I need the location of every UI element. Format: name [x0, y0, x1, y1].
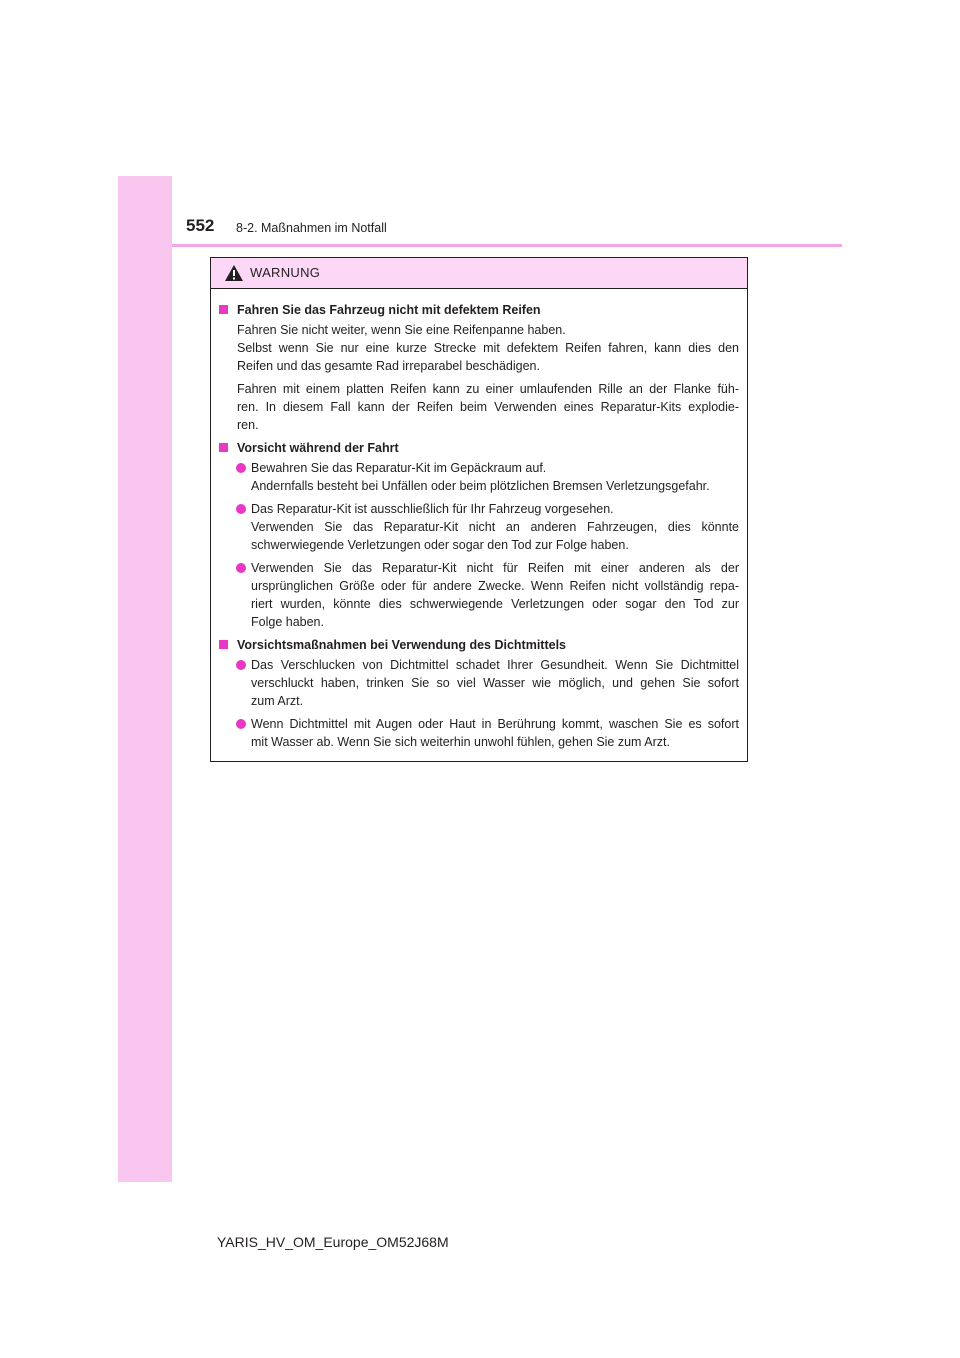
bullet-item: [219, 559, 739, 631]
text-line: zum Arzt.: [251, 694, 304, 708]
round-bullet-icon: [236, 719, 246, 729]
bullet-item: [219, 656, 739, 710]
text-line: riert wurden, könnte dies schwerwiegende Verletzungen oder sogar den Tod zur: [251, 597, 739, 611]
round-bullet-icon: [236, 660, 246, 670]
section-heading-text: Vorsicht während der Fahrt: [237, 441, 399, 455]
text-line: Bewahren Sie das Reparatur-Kit im Gepäckraum auf.: [251, 461, 547, 475]
text-line: mit Wasser ab. Wenn Sie sich weiterhin unwohl fühlen, gehen Sie zum Arzt.: [251, 735, 670, 749]
text-line: Andernfalls besteht bei Unfällen oder beim plötzlichen Bremsen Verletzungsgefahr.: [251, 479, 710, 493]
round-bullet-icon: [236, 563, 246, 573]
section-heading-text: Vorsichtsmaßnahmen bei Verwendung des Dichtmittels: [237, 638, 567, 652]
warning-triangle-icon: [224, 264, 244, 282]
bullet-item: [219, 715, 739, 751]
section-heading: [219, 636, 739, 654]
text-line: verschluckt haben, trinken Sie so viel Wasser wie möglich, und gehen Sie sofort: [251, 676, 739, 690]
text-line: schwerwiegende Verletzungen oder sogar den Tod zur Folge haben.: [251, 538, 629, 552]
round-bullet-icon: [236, 463, 246, 473]
section-heading: [219, 301, 739, 319]
text-line: Wenn Dichtmittel mit Augen oder Haut in Berührung kommt, waschen Sie es sofort: [251, 717, 739, 731]
bullet-item: [219, 500, 739, 554]
page-number: 552: [186, 216, 215, 235]
text-line: Fahren mit einem platten Reifen kann zu einer umlaufenden Rille an der Flanke füh-: [237, 382, 739, 396]
text-line: Das Reparatur-Kit ist ausschließlich für Ihr Fahrzeug vorgesehen.: [251, 502, 614, 516]
paragraph: [219, 321, 739, 375]
text-line: Selbst wenn Sie nur eine kurze Strecke mit defektem Reifen fahren, kann dies den: [237, 341, 739, 355]
warning-box: [210, 257, 748, 762]
text-line: ren. In diesem Fall kann der Reifen beim Verwenden eines Reparatur-Kits explodie-: [237, 400, 739, 414]
side-color-band: [118, 176, 172, 1182]
square-bullet-icon: [219, 443, 228, 452]
text-line: Reifen und das gesamte Rad irreparabel beschädigen.: [237, 359, 540, 373]
section-title: 8-2. Maßnahmen im Notfall: [236, 221, 387, 235]
text-line: ursprünglichen Größe oder für andere Zwecke. Wenn Reifen nicht vollständig repa-: [251, 579, 739, 593]
round-bullet-icon: [236, 504, 246, 514]
text-line: Verwenden Sie das Reparatur-Kit nicht für Reifen mit einer anderen als der: [251, 561, 739, 575]
section-heading: [219, 439, 739, 457]
header-rule: [172, 244, 842, 247]
text-line: Das Verschlucken von Dichtmittel schadet Ihrer Gesundheit. Wenn Sie Dichtmittel: [251, 658, 739, 672]
footer-document-code: YARIS_HV_OM_Europe_OM52J68M: [217, 1234, 449, 1250]
warning-body: [219, 301, 739, 756]
text-line: ren.: [237, 418, 259, 432]
warning-title: WARNUNG: [250, 265, 321, 280]
bullet-item: [219, 459, 739, 495]
text-line: Folge haben.: [251, 615, 324, 629]
square-bullet-icon: [219, 305, 228, 314]
section-heading-text: Fahren Sie das Fahrzeug nicht mit defektem Reifen: [237, 303, 541, 317]
text-line: Verwenden Sie das Reparatur-Kit nicht an anderen Fahrzeugen, dies könnte: [251, 520, 739, 534]
paragraph: [219, 380, 739, 434]
warning-header: [211, 258, 747, 289]
text-line: Fahren Sie nicht weiter, wenn Sie eine Reifenpanne haben.: [237, 323, 566, 337]
square-bullet-icon: [219, 640, 228, 649]
